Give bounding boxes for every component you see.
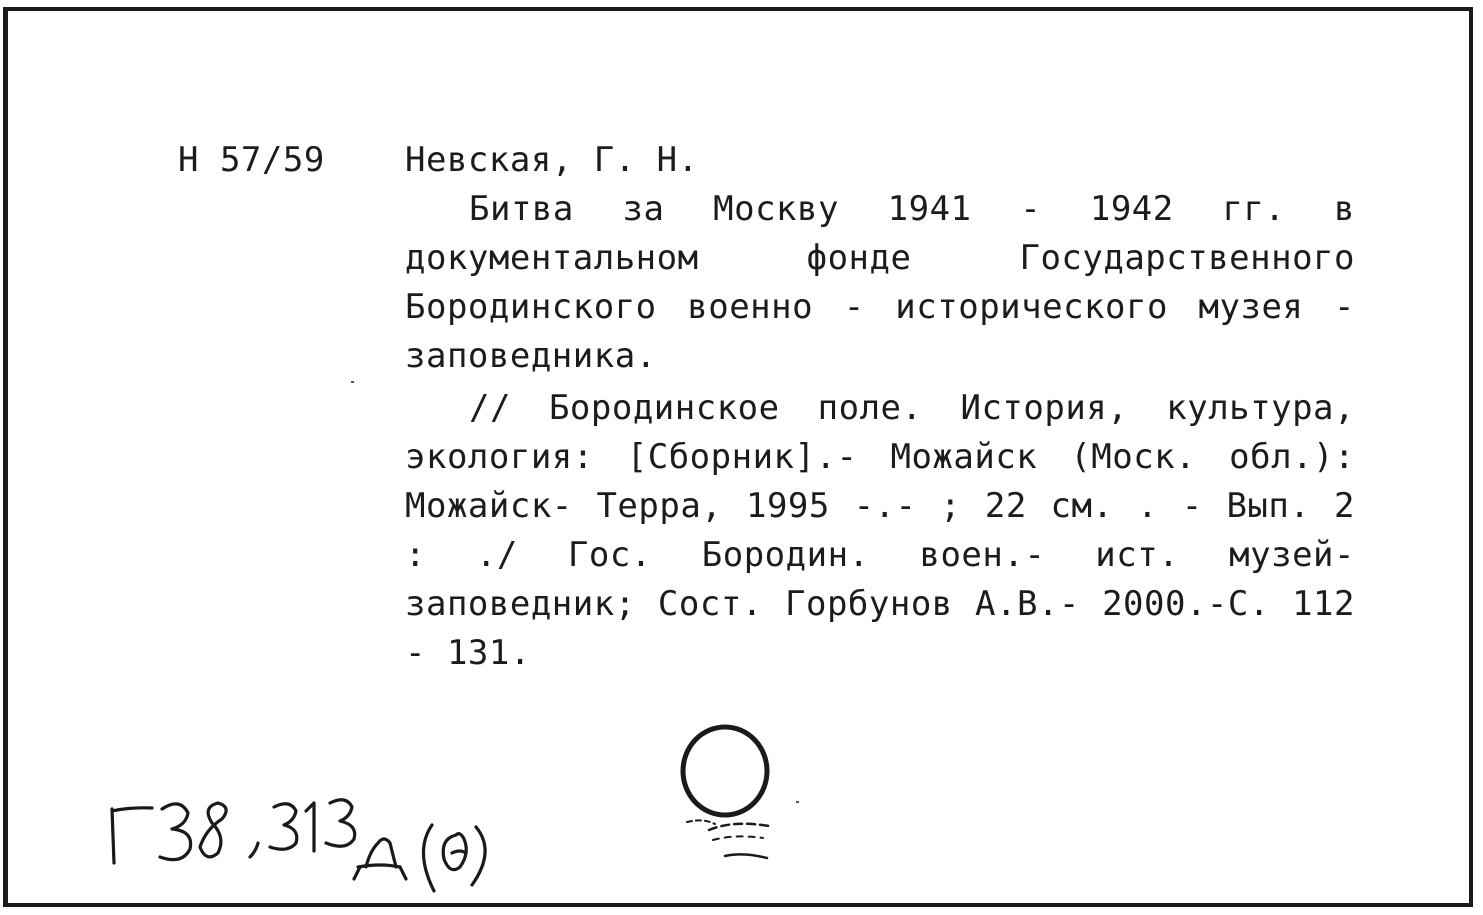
handwritten-classification-mark: [108, 781, 548, 901]
source-description: // Бородинское поле. История, культура, экология: [Сборник].- Можайск (Моск. обл.): Можайск- Терра, 1995 -.- ; 22 см. . - Вып. 2 : ./ Гос. Бородин. воен.- ист. музей-заповедник; Сост. Горбунов А.В.- 2000.-С. 112 - 131.: [405, 388, 1355, 673]
call-number: Н 57/59: [178, 140, 325, 180]
author-heading: Невская, Г. Н.: [405, 140, 699, 180]
title-description: Битва за Москву 1941 - 1942 гг. в документальном фонде Государственного Бородинского военно - исторического музея - заповедника.: [405, 189, 1355, 376]
library-stamp-mark: [673, 716, 808, 876]
scan-speck: [351, 381, 354, 383]
catalog-card: [3, 7, 1473, 907]
scan-speck: [796, 801, 799, 803]
